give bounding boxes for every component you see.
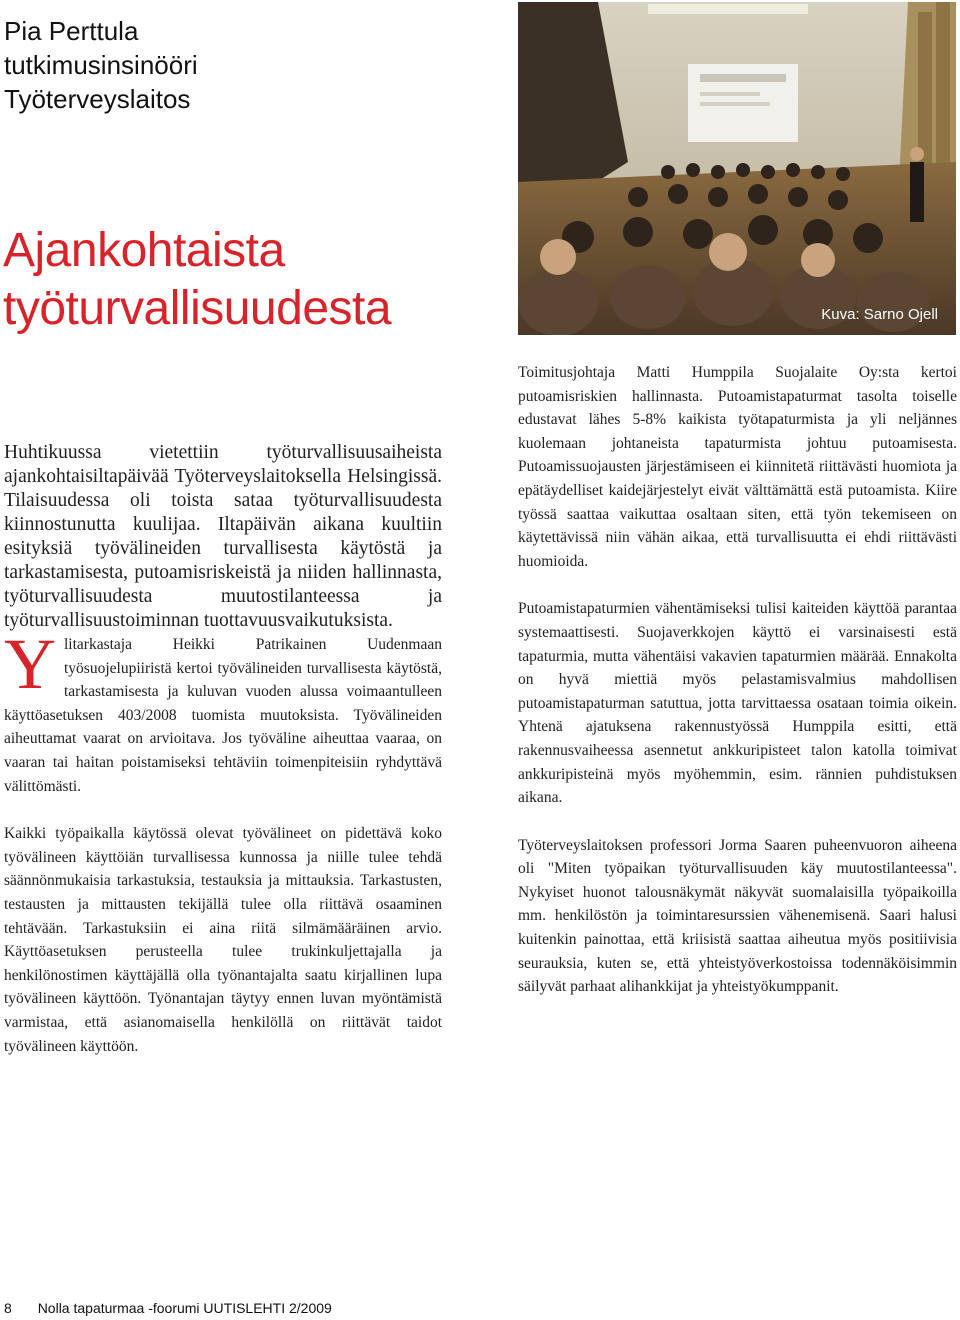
paragraph-1-text: litarkastaja Heikki Patrikainen Uudenmaan työsuojelupiiristä kertoi työvälineiden turvallisesta käytöstä, tarkastamisesta ja kuluvan vuoden alussa voimaantulleen käyttöasetuksen 403/2008 tuomista muutoksista. Työvälineiden aiheuttamat vaarat on arvioitava. Jos työväline aiheuttaa vaaraa, on vaaran tai haitan poistamiseksi tehtäviin toimenpiteisiin ryhdyttävä välittömästi. bbox=[4, 636, 442, 795]
author-organization: Työterveyslaitos bbox=[4, 84, 191, 114]
paragraph-gap bbox=[4, 798, 442, 822]
paragraph-5: Työterveyslaitoksen professori Jorma Saaren puheenvuoron aiheena oli "Miten työpaikan työturvallisuuden käy muutostilanteessa". Nykyiset huonot talousnäkymät näkyvät suomalaisilla työpaikoilla mm. henkilöstön ja toimintaresurssien vähenemisenä. Saari halusi kuitenkin painottaa, että kriisistä saattaa aiheutua myös positiivisia seurauksia, kuten se, että yhteistyöverkostoissa todennäköisimmin säilyvät parhaat alihankkijat ja yhteistyökumppanit. bbox=[518, 836, 957, 996]
author-title: tutkimusinsinööri bbox=[4, 50, 198, 80]
paragraph-gap bbox=[518, 810, 957, 834]
page-footer bbox=[4, 1300, 332, 1316]
paragraph-4: Putoamistapaturmien vähentämiseksi tulisi kaiteiden käyttöä parantaa systemaattisesti. Suojaverkkojen käyttö ei varsinaisesti estä tapaturmia, mutta vähentäisi vakavien tapaturmien määrää. Ennakolta on hyvä miettiä myös pelastamisvalmius mahdollisen putoamistapaturman satuttua, jotta tarvittaessa osataan toimia oikein. Yhtenä ajatuksena rakennustyössä Humppila esitti, että rakennusvaiheessa asennetut ankkuripisteet talon katolla toimivat ankkuripisteinä myös myöhemmin, esim. rännien puhdistuksen aikana. bbox=[518, 600, 957, 807]
paragraph-2: Kaikki työpaikalla käytössä olevat työvälineet on pidettävä koko työvälineen käyttöiän turvallisessa kunnossa ja niille tulee tehdä säännönmukaisia tarkastuksia, testauksia ja mittauksia. Tarkastusten, testausten ja mittausten tekijällä tulee olla riittävä osaaminen tehtävään. Tarkastuksiin ei aina riitä silmämääräinen arvio. Käyttöasetuksen perusteella tulee trukinkuljettajalla ja henkilönostimen käyttäjällä olla työnantajalta saatu kirjallinen lupa työvälineen käyttöön. Työnantajan täytyy ennen luvan myöntämistä varmistaa, että asianomaisella henkilöllä on riittävät taidot työvälineen käyttöön. bbox=[4, 825, 442, 1055]
article-lead: Huhtikuussa vietettiin työturvallisuusaiheista ajankohtaisiltapäivää Työterveyslaitoksella Helsingissä. Tilaisuudessa oli toista sataa työturvallisuudesta kiinnostunutta kuulijaa. Iltapäivän aikana kuultiin esityksiä työvälineiden turvallisesta käytöstä ja tarkastamisesta, putoamisriskeistä ja niiden hallinnasta, työturvallisuudesta muutostilanteessa ja työturvallisuustoiminnan tuottavuusvaikutuksista. bbox=[4, 442, 442, 631]
paragraph-1 bbox=[4, 624, 442, 798]
article-headline bbox=[3, 222, 503, 338]
seminar-audience-photo bbox=[518, 2, 956, 335]
author-name: Pia Perttula bbox=[4, 16, 139, 46]
right-column bbox=[518, 361, 957, 999]
publication-name: Nolla tapaturmaa -foorumi UUTISLEHTI 2/2009 bbox=[37, 1300, 332, 1316]
photo-credit: Kuva: Sarno Ojell bbox=[821, 306, 938, 323]
headline-line-2: työturvallisuudesta bbox=[3, 282, 392, 335]
photo-illustration bbox=[518, 2, 956, 335]
drop-cap: Y bbox=[4, 624, 56, 704]
paragraph-gap bbox=[518, 573, 957, 597]
page-number: 8 bbox=[4, 1300, 12, 1316]
paragraph-3: Toimitusjohtaja Matti Humppila Suojalaite Oy:sta kertoi putoamisriskien hallinnasta. Putoamistapaturmat tasolta toiselle edustavat lähes 5-8% kaikista työtapaturmista ja yli neljännes kuolemaan johtaneista tapaturmista johtuu putoamisesta. Putoamissuojausten järjestämiseen ei kiinnitetä riittävästi huomiota ja epätäydelliset kaidejärjestelyt eivät välttämättä estä putoamista. Kiire työssä saattaa vaikuttaa osaltaan siten, että työn tekemiseen on käytettävissä niin vähän aikaa, että turvallisuutta ei ehdi riittävästi huomioida. bbox=[518, 364, 957, 570]
author-block bbox=[4, 14, 504, 116]
left-column bbox=[4, 441, 442, 1058]
headline-line-1: Ajankohtaista bbox=[3, 224, 285, 277]
